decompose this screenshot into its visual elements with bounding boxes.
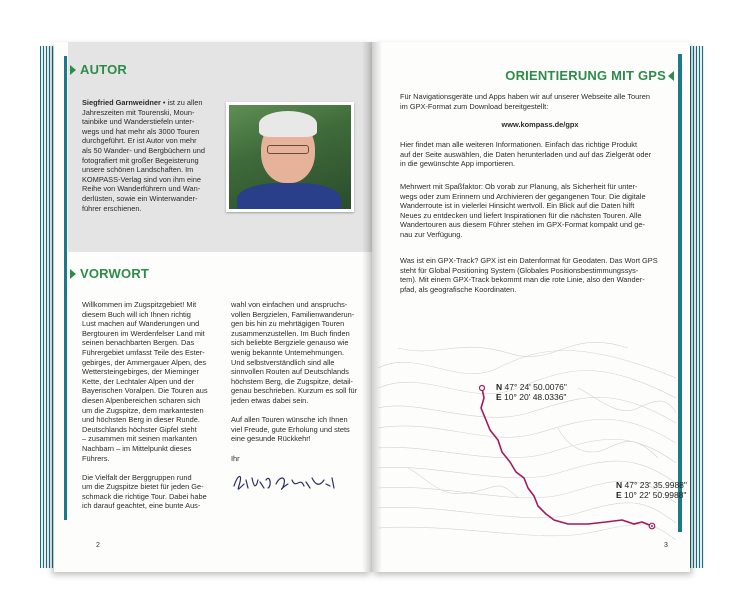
vorwort-column-2	[231, 300, 363, 463]
gps-info-line: Hier findet man alle weiteren Informationen. Einfach das richtige Produkt	[400, 140, 638, 149]
author-photo	[226, 102, 354, 212]
vorwort-line: Auf allen Touren wünsche ich Ihnen	[231, 415, 348, 425]
author-name: Siegfried Garnweidner	[82, 98, 161, 107]
coord-value: 47° 23' 35.9988"	[624, 480, 687, 490]
gpx-line: Was ist ein GPX-Track? GPX ist ein Datenformat für Geodaten. Das Wort GPS	[400, 256, 658, 265]
gps-heading: ORIENTIERUNG MIT GPS	[505, 68, 666, 83]
vorwort-line: seinen benachbarten Bergen. Das	[82, 338, 195, 348]
vorwort-line: Bergtouren im Werdenfelser Land mit	[82, 328, 205, 338]
page-accent-bar	[64, 56, 67, 520]
vorwort-line: genau beschrieben. Kurzum es soll für	[231, 386, 358, 396]
coord-end	[616, 480, 687, 500]
vorwort-line: Führers.	[82, 453, 110, 463]
vorwort-line: Und selbstverständlich sind alle	[231, 357, 335, 367]
heading-triangle-icon	[668, 71, 674, 81]
heading-triangle-icon	[70, 65, 76, 75]
coord-start	[496, 382, 567, 402]
mehrwert-line: wegs oder zum Erinnern und Archivieren der gegangenen Tour. Die digitale	[400, 191, 646, 201]
author-line: Reihe von Wanderführern und Wan-	[82, 184, 201, 194]
vorwort-line: viel Freude, gute Erholung und stets	[231, 424, 350, 434]
gpx-track-map	[378, 328, 676, 548]
vorwort-line: zusammenzustellen. Im Buch finden	[231, 328, 350, 338]
gpx-line: steht für Global Positioning System (Globales Positionsbestimmungssys-	[400, 265, 639, 275]
vorwort-line: wahl von einfachen und anspruchs-	[231, 300, 348, 309]
mehrwert-line: Neues zu entdecken und liefert Inspirationen für die nächsten Touren. Alle	[400, 210, 642, 220]
vorwort-line: sinnvollen Routen auf Deutschlands	[231, 367, 349, 377]
vorwort-line: Die Vielfalt der Berggruppen rund	[82, 472, 192, 482]
vorwort-line: um die Zugspitze, dem markantesten	[82, 405, 204, 415]
gps-info-line: auf der Seite auswählen, die Daten herunterladen und auf das Zielgerät oder	[400, 149, 652, 159]
contour-lines	[378, 342, 676, 540]
left-page	[54, 42, 372, 572]
vorwort-heading: VORWORT	[80, 266, 150, 281]
vorwort-column-1	[82, 300, 222, 511]
vorwort-line: diesen Alpenbereichen scharen sich	[82, 395, 201, 405]
vorwort-line: höchstem Berg, die Zugspitze, detail-	[231, 376, 354, 386]
author-line: als 50 Wander- und Bergbüchern und	[82, 145, 205, 155]
vorwort-line: Deutschlands höchster Gipfel steht	[82, 424, 197, 434]
mehrwert-paragraph	[400, 182, 680, 240]
vorwort-line: Wettersteingebirges, der Mieminger	[82, 367, 199, 377]
vorwort-line: gen bis hin zu mehrtägigen Touren	[231, 319, 345, 329]
vorwort-line: um die Zugspitze bietet für jeden Ge-	[82, 482, 204, 492]
book-edge-right	[688, 46, 704, 568]
vorwort-line: eine gesunde Rückkehr!	[231, 434, 311, 444]
open-book	[40, 42, 712, 582]
mehrwert-line: Wanderroute ist in vielerlei Hinsicht wertvoll. Ein Blick auf die Daten hilft	[400, 201, 635, 211]
book-gutter	[362, 42, 382, 572]
coord-label: E	[496, 392, 502, 402]
gps-info-line: in die gewünschte App importieren.	[400, 159, 516, 169]
gps-intro-line: Für Navigationsgeräte und Apps haben wir auf unserer Webseite alle Touren	[400, 92, 650, 101]
author-line: tainbike und Wanderstiefeln unter-	[82, 117, 195, 127]
vorwort-line: sich beliebte Bergziele genauso wie	[231, 338, 349, 348]
vorwort-line: jeden etwas dabei sein.	[231, 395, 309, 405]
coord-value: 47° 24' 50.0076"	[504, 382, 567, 392]
vorwort-line: Führergebiet umfasst Teile des Ester-	[82, 347, 205, 357]
author-line: wegs und hat mehr als 3000 Touren	[82, 126, 200, 136]
track-start-marker	[480, 386, 485, 391]
vorwort-line: – zusammen mit seinen markanten	[82, 434, 198, 444]
signature-image	[230, 470, 350, 494]
vorwort-line: Nachbarn – im Mittelpunkt dieses	[82, 443, 192, 453]
right-page	[372, 42, 690, 572]
vorwort-line: Bayerischen Voralpen. Die Touren aus	[82, 386, 208, 396]
vorwort-line: gebirges, der Ammergauer Alpen, des	[82, 357, 207, 367]
author-line: führer erschienen.	[82, 203, 142, 213]
author-line: Jahreszeiten mit Tourenski, Moun-	[82, 107, 195, 117]
author-line: derlüsten, sowie ein Winterwander-	[82, 193, 198, 203]
gpx-paragraph	[400, 256, 680, 294]
mehrwert-line: Mehrwert mit Spaßfaktor: Ob vorab zur Planung, als Sicherheit für unter-	[400, 182, 638, 191]
vorwort-line: ich darauf geachtet, eine bunte Aus-	[82, 501, 201, 511]
mehrwert-line: nau zur Verfügung.	[400, 229, 463, 239]
author-line: fotografiert mit großer Begeisterung	[82, 155, 199, 165]
page-number-right: 3	[664, 542, 668, 549]
gpx-line: tem). Mit einem GPX-Track bekommt man die rote Linie, also den Wander-	[400, 275, 645, 285]
page-number-left: 2	[96, 542, 100, 549]
vorwort-line: Willkommen im Zugspitzgebiet! Mit	[82, 300, 197, 309]
vorwort-line: vollen Bergzielen, Familienwanderun-	[231, 309, 355, 319]
gpx-track-line	[481, 388, 652, 526]
author-line: unsere schönen Landschaften. Im	[82, 165, 194, 175]
coord-label: N	[616, 480, 623, 490]
heading-triangle-icon	[70, 269, 76, 279]
gpx-line: pfad, als geografische Koordinaten.	[400, 284, 517, 294]
coord-value: 10° 22' 50.9988"	[624, 490, 687, 500]
vorwort-line: wenig bekannte Unternehmungen.	[231, 347, 344, 357]
gps-intro	[400, 92, 680, 111]
vorwort-line: schmack die richtige Tour. Dabei habe	[82, 491, 207, 501]
mehrwert-line: Wandertouren aus diesem Führer stehen im GPX-Format kompakt und ge-	[400, 220, 645, 230]
gpx-url-link[interactable]: www.kompass.de/gpx	[501, 120, 579, 129]
author-line: • ist zu allen	[162, 98, 203, 107]
autor-heading: AUTOR	[80, 62, 127, 77]
coord-value: 10° 20' 48.0336"	[504, 392, 567, 402]
vorwort-line: Ihr	[231, 453, 240, 463]
vorwort-line: Lust machen auf Wanderungen und	[82, 319, 200, 329]
coord-label: E	[616, 490, 622, 500]
coord-label: N	[496, 382, 503, 392]
vorwort-line: und höchsten Berg in dieser Runde.	[82, 415, 200, 425]
author-line: KOMPASS-Verlag sind von ihm eine	[82, 174, 201, 184]
gps-intro-line: im GPX-Format zum Download bereitgestellt:	[400, 101, 549, 111]
vorwort-line: diesem Buch will ich Ihnen richtig	[82, 309, 191, 319]
vorwort-line: Kette, der Lechtaler Alpen und der	[82, 376, 195, 386]
author-line: durchgeführt. Er ist Autor von mehr	[82, 136, 197, 146]
gps-info-paragraph	[400, 140, 680, 169]
author-bio	[82, 98, 232, 213]
